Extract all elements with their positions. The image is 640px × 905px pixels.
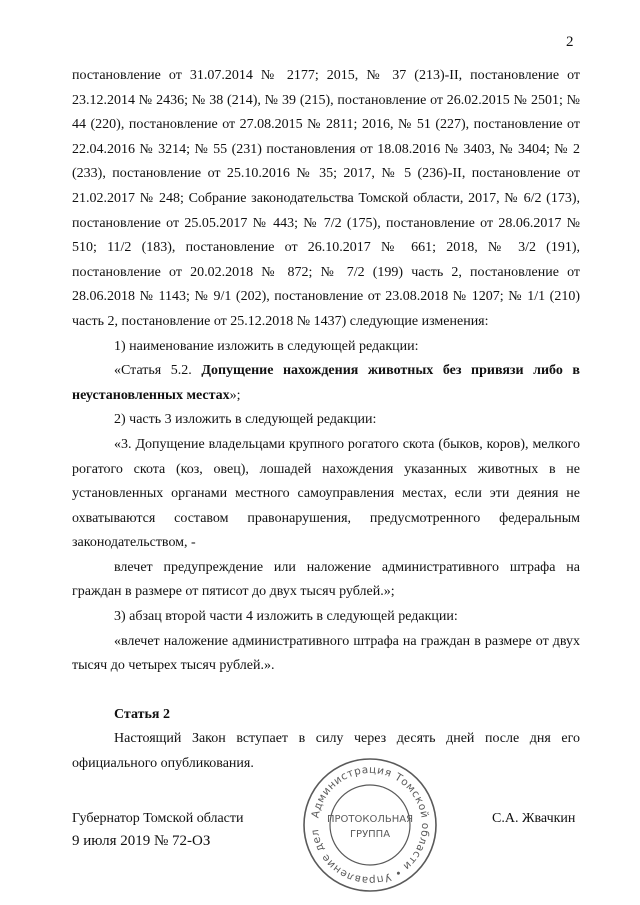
paragraph-penalty: влечет предупреждение или наложение административного штрафа на граждан в размере от пятисот до двух тысяч рублей.»; — [72, 559, 580, 600]
paragraph-part-3-text: «3. Допущение владельцами крупного рогатого скота (быков, коров), мелкого рогатого скота (коз, овец), лошадей нахождения указанных животных в не установленных органами местного самоуправления местах, если эти деяния не охватываются составом правонарушения, предусмотренного федеральным законодательством, - — [72, 436, 580, 551]
law-date-number: 9 июля 2019 № 72-ОЗ — [72, 833, 211, 849]
stamp-outer-ring — [304, 759, 436, 891]
paragraph-part-4-text: «влечет наложение административного штрафа на граждан в размере от двух тысяч до четырех тысяч рублей.». — [72, 633, 580, 674]
article-heading-prefix: «Статья 5.2. — [114, 363, 202, 379]
stamp-center-line-1: ПРОТОКОЛЬНАЯ — [326, 814, 414, 825]
paragraph-item-1: 1) наименование изложить в следующей редакции: — [114, 338, 419, 354]
stamp-center-line-2: ГРУППА — [349, 829, 391, 840]
page-number: 2 — [566, 34, 574, 50]
spacer — [72, 679, 580, 703]
paragraph-amendment-sources: постановление от 31.07.2014 № 2177; 2015, № 37 (213)-II, постановление от 23.12.2014 № 2436; № 38 (214), № 39 (215), постановление от 26.02.2015 № 2501; № 44 (220), постановление от 27.08.2015 № 2811; 2016, № 51 (227), постановление от 22.04.2016 № 3214; № 55 (231) постановления от 18.08.2016 № 3403, № 3404; № 2 (233), постановление от 25.10.2016 № 35; 2017, № 5 (236)-II, постановление от 21.02.2017 № 248; Собрание законодательства Томской области, 2017, № 6/2 (173), постановление от 25.05.2017 № 443; № 7/2 (175), постановление от 28.06.2017 № 510; 11/2 (183), постановление от 26.10.2017 № 661; 2018, № 3/2 (191), постановление от 20.02.2018 № 872; № 7/2 (199) часть 2, постановление от 28.06.2018 № 1143; № 9/1 (202), постановление от 23.08.2018 № 1207; № 1/1 (210) часть 2, постановление от 25.12.2018 № 1437) следующие изменения: — [72, 68, 580, 329]
stamp-ring-text: Администрация Томской области • Управление дел — [309, 763, 432, 887]
signatory-name: С.А. Жвачкин — [492, 811, 576, 826]
article-heading-suffix: »; — [229, 387, 241, 403]
governor-title: Губернатор Томской области — [72, 811, 244, 826]
paragraph-article-heading — [72, 359, 580, 408]
paragraph-entry-into-force: Настоящий Закон вступает в силу через десять дней после дня его официального опубликования. — [72, 731, 580, 772]
stamp-seal-icon — [300, 755, 440, 895]
article-heading-bold: Допущение нахождения животных без привязи либо в неустановленных местах — [72, 363, 580, 403]
document-body — [72, 64, 580, 777]
signature-block — [72, 808, 244, 852]
official-stamp — [300, 755, 440, 895]
stamp-inner-ring — [330, 785, 410, 865]
paragraph-item-3: 3) абзац второй части 4 изложить в следующей редакции: — [114, 609, 458, 625]
article-2-title: Статья 2 — [114, 706, 170, 722]
paragraph-item-2: 2) часть 3 изложить в следующей редакции: — [114, 412, 377, 428]
